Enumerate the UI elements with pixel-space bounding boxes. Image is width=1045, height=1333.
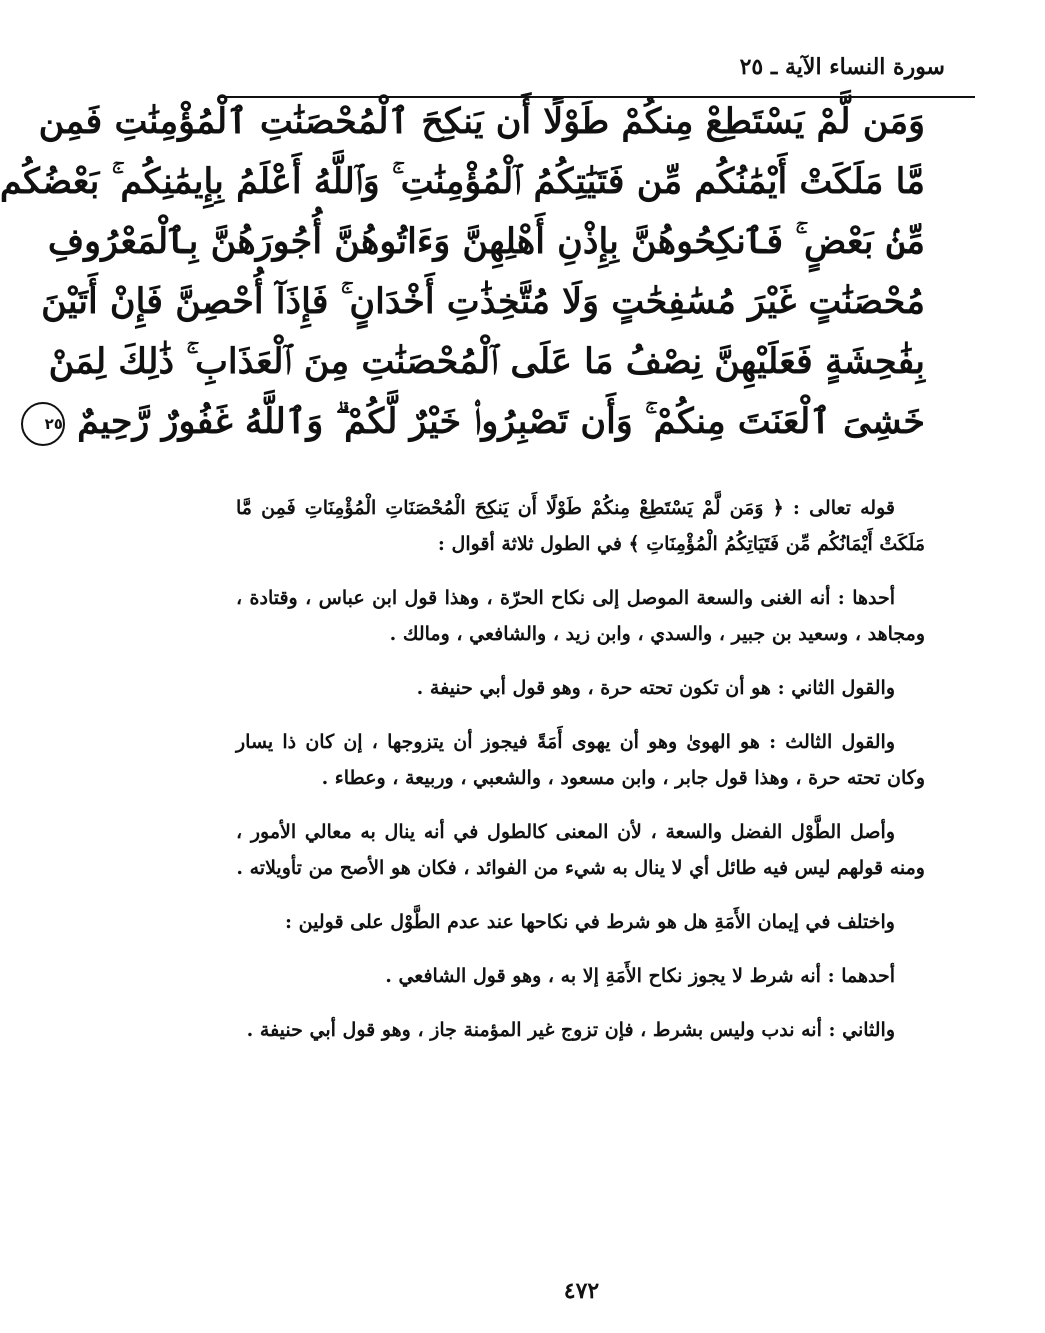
paragraph-text: وأصل الطَّوْل الفضل والسعة ، لأن المعنى كالطول في أنه ينال به معالي الأمور ، ومنه قولهم ليس فيه طائل أي لا ينال به شيء من الفوائد ، فكان هو الأصح من تأويلاته . bbox=[236, 821, 925, 879]
quran-line-last bbox=[44, 392, 925, 452]
page-number: ٤٧٢ bbox=[563, 1278, 600, 1304]
quran-line: مَّا مَلَكَتْ أَيْمَٰنُكُم مِّن فَتَيَٰتِكُمُ ٱلْمُؤْمِنَٰتِ ۚ وَٱللَّهُ أَعْلَمُ بِإِيمَٰنِكُم ۚ بَعْضُكُم bbox=[0, 161, 925, 202]
paragraph-text: والثاني : أنه ندب وليس بشرط ، فإن تزوج غير المؤمنة جاز ، وهو قول أبي حنيفة . bbox=[246, 1019, 895, 1041]
commentary-paragraph bbox=[236, 724, 925, 796]
quran-line: مِّنۢ بَعْضٍ ۚ فَٱنكِحُوهُنَّ بِإِذْنِ أَهْلِهِنَّ وَءَاتُوهُنَّ أُجُورَهُنَّ بِٱلْمَعْرُوفِ bbox=[47, 221, 925, 262]
quran-line: مُحْصَنَٰتٍ غَيْرَ مُسَٰفِحَٰتٍ وَلَا مُتَّخِذَٰتِ أَخْدَانٍ ۚ فَإِذَآ أُحْصِنَّ فَإِنْ أَتَيْنَ bbox=[41, 281, 925, 322]
quran-line: وَمَن لَّمْ يَسْتَطِعْ مِنكُمْ طَوْلًا أَن يَنكِحَ ٱلْمُحْصَنَٰتِ ٱلْمُؤْمِنَٰتِ فَمِن bbox=[38, 101, 925, 142]
commentary-paragraph bbox=[236, 904, 925, 940]
quran-line: بِفَٰحِشَةٍ فَعَلَيْهِنَّ نِصْفُ مَا عَلَى ٱلْمُحْصَنَٰتِ مِنَ ٱلْعَذَابِ ۚ ذَٰلِكَ لِمَنْ bbox=[48, 341, 925, 382]
ayah-number-marker: ٢٥ bbox=[21, 402, 65, 446]
commentary-paragraph bbox=[236, 490, 925, 562]
paragraph-text: واختلف في إيمان الأَمَةِ هل هو شرط في نكاحها عند عدم الطَّوْل على قولين : bbox=[285, 911, 895, 933]
commentary-paragraph bbox=[236, 958, 925, 994]
commentary-paragraph bbox=[236, 1012, 925, 1048]
commentary-text bbox=[236, 490, 925, 1066]
paragraph-text: أحدهما : أنه شرط لا يجوز نكاح الأَمَةِ إلا به ، وهو قول الشافعي . bbox=[385, 965, 895, 987]
page-header bbox=[218, 52, 945, 92]
paragraph-text: أحدها : أنه الغنى والسعة الموصل إلى نكاح الحرّة ، وهذا قول ابن عباس ، وقتادة ، ومجاهد ، وسعيد بن جبير ، والسدي ، وابن زيد ، والشافعي ، ومالك . bbox=[236, 587, 925, 645]
commentary-paragraph bbox=[236, 580, 925, 652]
commentary-paragraph bbox=[236, 670, 925, 706]
commentary-paragraph bbox=[236, 814, 925, 886]
paragraph-text: قوله تعالى : ﴿ وَمَن لَّمْ يَسْتَطِعْ مِنكُمْ طَوْلًا أَن يَنكِحَ الْمُحْصَنَاتِ الْمُؤْمِنَاتِ فَمِن مَّا مَلَكَتْ أَيْمَانُكُم مِّن فَتَيَاتِكُمُ الْمُؤْمِنَاتِ ﴾ في الطول ثلاثة أقوال : bbox=[236, 497, 925, 555]
paragraph-text: والقول الثاني : هو أن تكون تحته حرة ، وهو قول أبي حنيفة . bbox=[416, 677, 895, 699]
quran-verse-block bbox=[0, 92, 925, 452]
page-header-title: سورة النساء الآية ـ ٢٥ bbox=[739, 54, 945, 80]
paragraph-text: والقول الثالث : هو الهوىٰ وهو أن يهوى أَمَةً فيجوز أن يتزوجها ، إن كان ذا يسار وكان تحته حرة ، وهذا قول جابر ، وابن مسعود ، والشعبي ، وربيعة ، وعطاء . bbox=[236, 731, 925, 789]
quran-line-text: خَشِىَ ٱلْعَنَتَ مِنكُمْ ۚ وَأَن تَصْبِرُوا۟ خَيْرٌ لَّكُمْ ۗ وَٱللَّهُ غَفُورٌ رَّحِيمٌ bbox=[77, 401, 925, 442]
